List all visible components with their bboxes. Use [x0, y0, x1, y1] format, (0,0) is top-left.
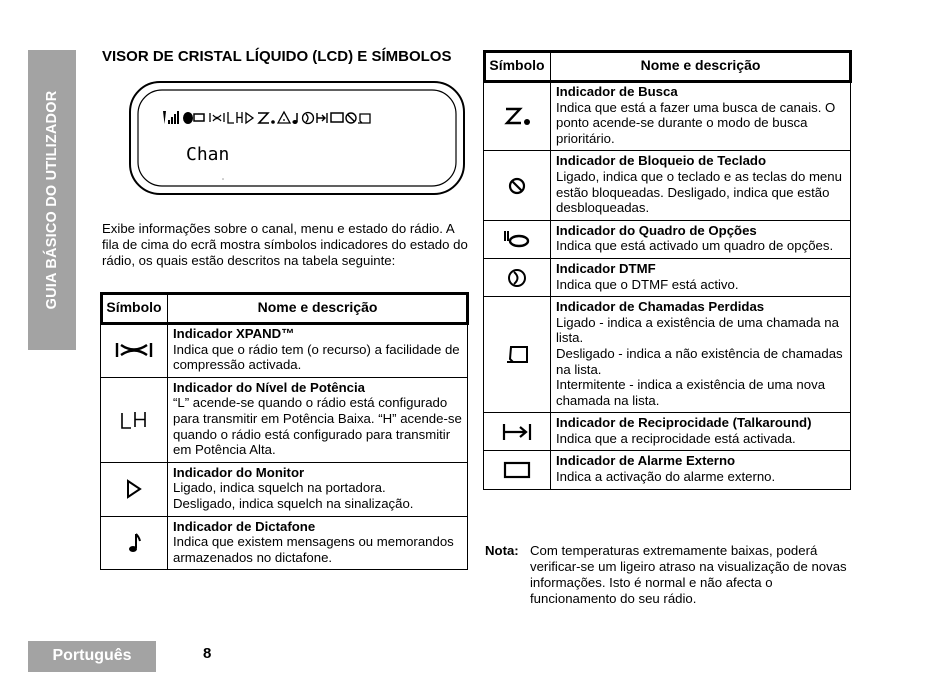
note-label: Nota:: [485, 543, 519, 558]
monitor-icon: [101, 462, 168, 516]
row-description: Indica que a reciprocidade está activada.: [556, 430, 796, 446]
row-name: Indicador do Quadro de Opções: [556, 222, 757, 238]
scan-icon: [484, 82, 551, 151]
row-name: Indicador de Busca: [556, 84, 678, 99]
row-description: Indica que o DTMF está activo.: [556, 276, 739, 292]
dtmf-icon: [484, 258, 551, 296]
row-name: Indicador do Nível de Potência: [173, 379, 365, 395]
table-row: [484, 297, 851, 413]
intro-paragraph: Exibe informações sobre o canal, menu e estado do rádio. A fila de cima do ecrã mostra símbolos indicadores do estado do rádio, os quais estão descritos na tabela seguinte:: [102, 221, 468, 268]
symbols-table-right: [483, 50, 851, 490]
table-row: [101, 462, 468, 516]
row-description: Desligado - indica a não existência de chamadas na lista.: [556, 345, 843, 377]
table-header-row: [484, 51, 851, 82]
power-level-icon: [101, 377, 168, 462]
row-description: Ligado, indica squelch na portadora.: [173, 480, 386, 496]
row-description: Indica a activação do alarme externo.: [556, 469, 776, 485]
row-name: Indicador DTMF: [556, 260, 656, 276]
page-title: VISOR DE CRISTAL LÍQUIDO (LCD) E SÍMBOLOS: [102, 48, 452, 65]
table-row: [484, 451, 851, 489]
note-text: Com temperaturas extremamente baixas, poderá verificar-se um ligeiro atraso na visualização de novas informações. Isto é normal e não afecta o funcionamento do seu rádio.: [530, 543, 847, 606]
external-alarm-icon: [484, 451, 551, 489]
side-tab-label: GUIA BÁSICO DO UTILIZADOR: [44, 90, 60, 310]
table-row: [101, 516, 468, 570]
xpand-icon: [101, 324, 168, 378]
row-name: Indicador de Reciprocidade (Talkaround): [556, 415, 812, 431]
table-row: [101, 324, 468, 378]
row-description: “L” acende-se quando o rádio está configurado para transmitir em Potência Baixa. “H” acende-se quando o rádio está configurado para transmitir em Potência Alta.: [173, 395, 462, 458]
table-row: [484, 258, 851, 296]
option-board-icon: [484, 220, 551, 258]
table-row: [101, 377, 468, 462]
row-description: Intermitente - indica a existência de uma nova chamada na lista.: [556, 377, 826, 408]
row-name: Indicador XPAND™: [173, 326, 295, 341]
page-number: 8: [203, 645, 212, 662]
table-row: [484, 220, 851, 258]
talkaround-icon: [484, 413, 551, 451]
lcd-channel-text: Chan: [186, 144, 230, 165]
header-symbol: Símbolo: [484, 51, 551, 82]
row-name: Indicador de Bloqueio de Teclado: [556, 153, 767, 169]
header-name: Nome e descrição: [168, 293, 468, 324]
row-description: Indica que o rádio tem (o recurso) a facilidade de compressão activada.: [173, 341, 460, 373]
row-description: Ligado, indica que o teclado e as teclas do menu estão bloqueadas. Desligado, indica que estão desbloqueadas.: [556, 168, 842, 216]
row-name: Indicador do Monitor: [173, 464, 305, 480]
row-description: Indica que está a fazer uma busca de canais. O ponto acende-se durante o modo de busca prioritário.: [556, 99, 836, 146]
lcd-display-illustration: [128, 78, 466, 198]
row-description: Desligado, indica squelch na sinalização.: [173, 495, 414, 511]
table-row: [484, 413, 851, 451]
row-name: Indicador de Chamadas Perdidas: [556, 299, 765, 315]
row-description: Indica que existem mensagens ou memorandos armazenados no dictafone.: [173, 534, 454, 565]
note: [485, 543, 855, 607]
keypad-lock-icon: [484, 151, 551, 220]
row-description: Ligado - indica a existência de uma chamada na lista.: [556, 314, 839, 346]
dictaphone-icon: [101, 516, 168, 570]
language-tab: Português: [28, 641, 156, 672]
missed-call-icon: [484, 297, 551, 413]
symbols-table-left: [100, 292, 468, 570]
row-description: Indica que está activado um quadro de opções.: [556, 238, 834, 254]
table-row: [484, 82, 851, 151]
table-header-row: [101, 293, 468, 324]
row-name: Indicador de Alarme Externo: [556, 453, 736, 469]
header-name: Nome e descrição: [551, 51, 851, 82]
header-symbol: Símbolo: [101, 293, 168, 324]
table-row: [484, 151, 851, 220]
side-tab: [28, 50, 76, 350]
row-name: Indicador de Dictafone: [173, 518, 316, 534]
